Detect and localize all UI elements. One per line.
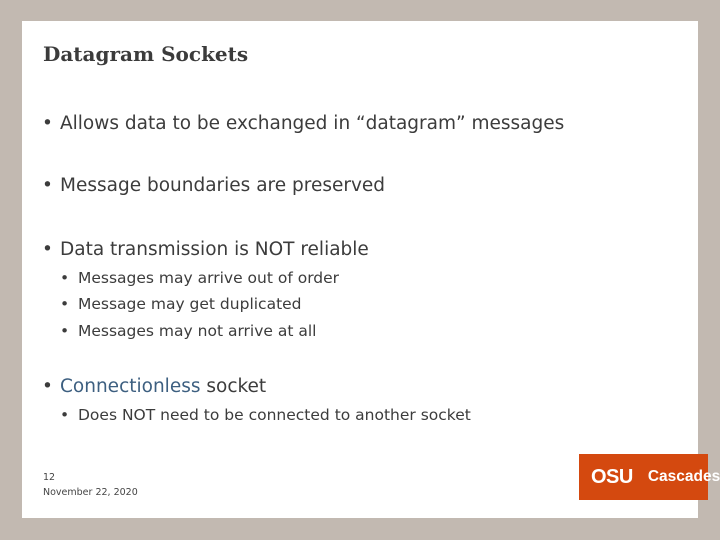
connectionless-highlight: Connectionless bbox=[60, 376, 201, 397]
bullet-dot: • bbox=[42, 175, 53, 196]
bullet-not-reliable bbox=[42, 239, 369, 260]
sub-bullet-dot: • bbox=[60, 406, 70, 424]
sub-bullet-out-of-order bbox=[60, 269, 339, 287]
slide-date: November 22, 2020 bbox=[43, 487, 138, 498]
sub-bullet-text: Messages may arrive out of order bbox=[78, 269, 340, 287]
bullet-text-rest: socket bbox=[200, 376, 267, 397]
bullet-text: Allows data to be exchanged in “datagram” messages bbox=[60, 113, 565, 134]
logo-osu-text: OSU bbox=[591, 465, 633, 488]
bullet-text: Data transmission is NOT reliable bbox=[60, 239, 369, 260]
sub-bullet-not-arrive bbox=[60, 322, 316, 340]
sub-bullet-dot: • bbox=[60, 322, 70, 340]
bullet-dot: • bbox=[42, 376, 53, 397]
bullet-text: Message boundaries are preserved bbox=[60, 175, 386, 196]
slide bbox=[22, 21, 720, 518]
slide-number: 12 bbox=[43, 472, 56, 483]
logo-cascades-text: Cascades bbox=[647, 468, 720, 485]
bullet-dot: • bbox=[42, 239, 53, 260]
bullet-datagram-messages bbox=[42, 113, 564, 134]
sub-bullet-dot: • bbox=[60, 295, 70, 313]
sub-bullet-text: Does NOT need to be connected to another socket bbox=[78, 406, 471, 424]
bullet-dot: • bbox=[42, 113, 53, 134]
bullet-connectionless bbox=[42, 376, 266, 397]
sub-bullet-duplicated bbox=[60, 295, 302, 313]
slide-title: Datagram Sockets bbox=[43, 42, 249, 66]
osu-cascades-logo bbox=[579, 454, 720, 500]
sub-bullet-dot: • bbox=[60, 269, 70, 287]
bullet-boundaries bbox=[42, 175, 385, 196]
sub-bullet-text: Message may get duplicated bbox=[78, 295, 302, 313]
sub-bullet-text: Messages may not arrive at all bbox=[78, 322, 317, 340]
sub-bullet-not-connected bbox=[60, 406, 471, 424]
